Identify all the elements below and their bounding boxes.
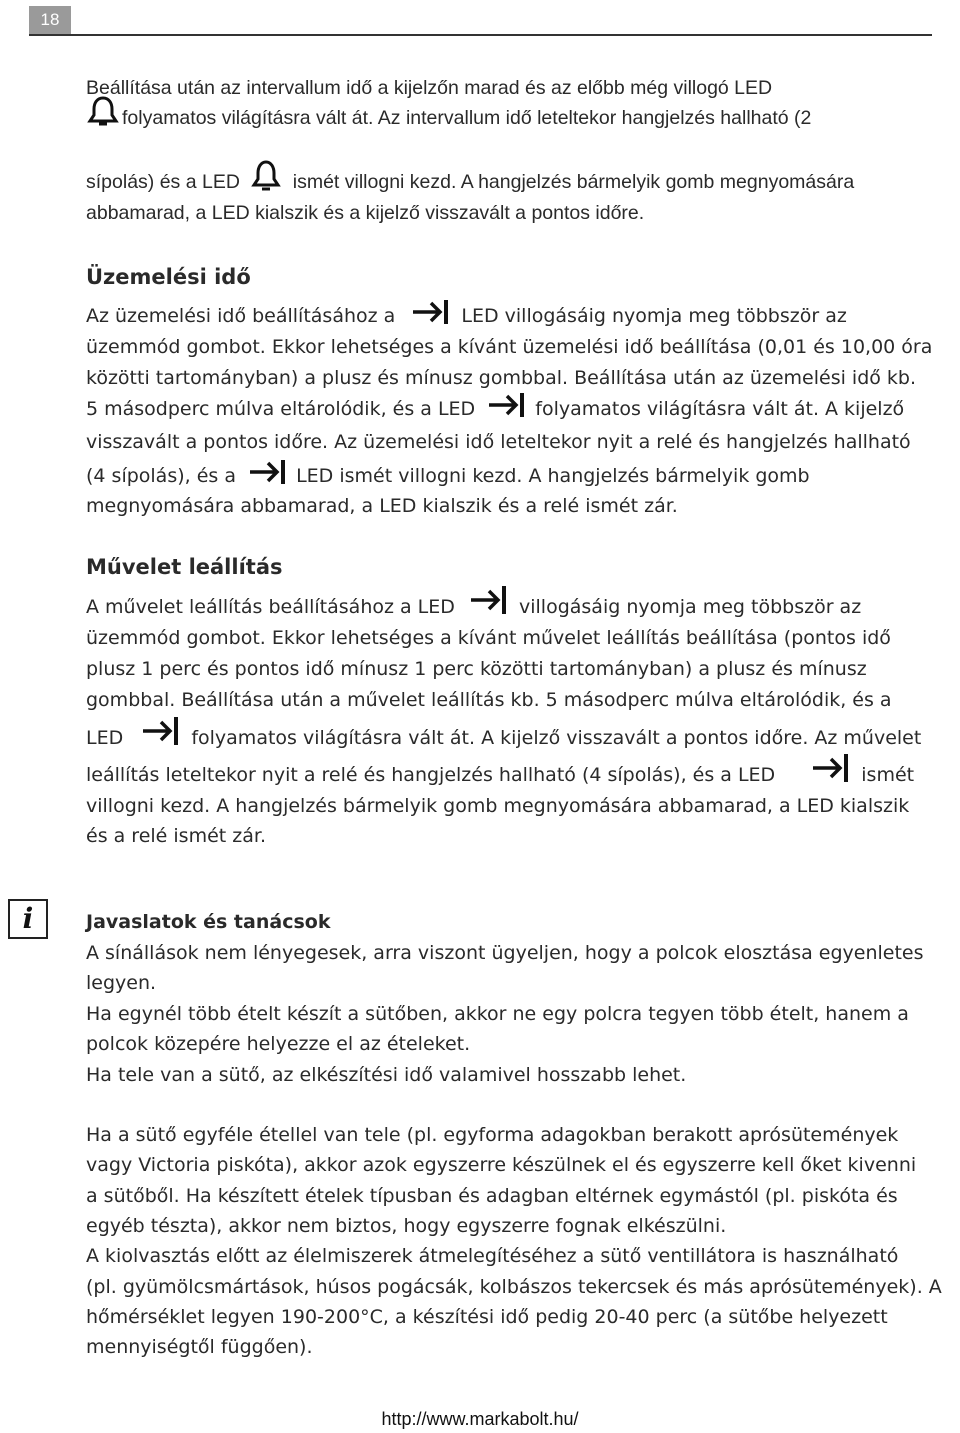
info-icon — [8, 899, 48, 939]
muvelet-line-6b: ismét — [861, 764, 915, 786]
uzemelesi-line-6b: LED ismét villogni kezd. A hangjelzés bármelyik gomb — [296, 465, 810, 487]
muvelet-line-5a: LED — [86, 727, 124, 749]
footer-url[interactable]: http://www.markabolt.hu/ — [381, 1409, 579, 1429]
intro-line-1: Beállítása után az intervallum idő a kijelzőn marad és az előbb még villogó LED — [86, 77, 773, 99]
muvelet-line-1 — [86, 595, 861, 619]
muvelet-line-3: plusz 1 perc és pontos idő mínusz 1 perc közötti tartományban) a plusz és mínusz — [86, 658, 867, 680]
uzemelesi-line-2: üzemmód gombot. Ekkor lehetséges a kívánt üzemelési idő beállítása (0,01 és 10,00 óra — [86, 336, 933, 358]
uzemelesi-line-6a: (4 sípolás), és a — [86, 465, 236, 487]
section-title-uzemelesi: Üzemelési idő — [86, 265, 251, 289]
uzemelesi-line-5: visszavált a pontos időre. Az üzemelési idő leteltekor nyit a relé és hangjelzés hallható — [86, 431, 911, 453]
arrow-to-bar-icon — [141, 715, 181, 747]
intro-line-2 — [86, 106, 811, 130]
muvelet-line-6 — [86, 763, 914, 787]
muvelet-line-1b: villogásáig nyomja meg többször az — [519, 596, 862, 618]
tips-line: (pl. gyümölcsmártások, húsos pogácsák, kolbászos tekercsek és más aprósütemények). A — [86, 1276, 942, 1298]
arrow-to-bar-icon — [248, 458, 288, 486]
tips-line: egyéb tészta), akkor nem biztos, hogy egyszerre fognak elkészülni. — [86, 1215, 727, 1237]
muvelet-line-4: gombbal. Beállítása után a művelet leállítás kb. 5 másodperc múlva eltárolódik, és a — [86, 689, 892, 711]
intro-line-3b: ismét villogni kezd. A hangjelzés bármelyik gomb megnyomására — [292, 171, 855, 193]
tips-line: A kiolvasztás előtt az élelmiszerek átmelegítéséhez a sütő ventillátora is használható — [86, 1245, 899, 1267]
arrow-to-bar-icon — [469, 584, 509, 616]
muvelet-line-2: üzemmód gombot. Ekkor lehetséges a kívánt művelet leállítás beállítása (pontos idő — [86, 627, 891, 649]
tips-line: vagy Victoria piskóta), akkor azok egyszerre készülnek el és egyszerre kell őket kivenni — [86, 1154, 917, 1176]
info-icon-letter: i — [22, 902, 34, 935]
tips-line: Ha a sütő egyféle étellel van tele (pl. egyforma adagokban berakott aprósütemények — [86, 1124, 899, 1146]
intro-line-3a: sípolás) és a LED — [86, 171, 240, 193]
tips-title: Javaslatok és tanácsok — [86, 911, 331, 933]
muvelet-line-8: és a relé ismét zár. — [86, 825, 266, 847]
arrow-to-bar-icon — [487, 391, 527, 419]
tips-line: mennyiségtől függően). — [86, 1336, 313, 1358]
muvelet-line-1a: A művelet leállítás beállításához a LED — [86, 596, 455, 618]
tips-line: hőmérséklet legyen 190-200°C, a készítési idő pedig 20-40 perc (a sütőbe helyezett — [86, 1306, 888, 1328]
tips-line: legyen. — [86, 972, 157, 994]
muvelet-line-6a: leállítás leteltekor nyit a relé és hangjelzés hallható (4 sípolás), és a LED — [86, 764, 776, 786]
tips-line: Ha egynél több ételt készít a sütőben, akkor ne egy polcra tegyen több ételt, hanem a — [86, 1003, 909, 1025]
uzemelesi-line-1b: LED villogásáig nyomja meg többször az — [461, 305, 847, 327]
tips-line: A sínállások nem lényegesek, arra viszont ügyeljen, hogy a polcok elosztása egyenletes — [86, 942, 924, 964]
uzemelesi-line-4b: folyamatos világításra vált át. A kijelző — [535, 398, 905, 420]
tips-line: a sütőből. Ha készített ételek típusban és adagban eltérnek egymástól (pl. piskóta és — [86, 1185, 898, 1207]
uzemelesi-line-6 — [86, 464, 810, 488]
muvelet-line-5b: folyamatos világításra vált át. A kijelző visszavált a pontos időre. Az művelet — [191, 727, 922, 749]
tips-line: Ha tele van a sütő, az elkészítési idő valamivel hosszabb lehet. — [86, 1064, 687, 1086]
uzemelesi-line-4a: 5 másodperc múlva eltárolódik, és a LED — [86, 398, 476, 420]
uzemelesi-line-1 — [86, 304, 847, 328]
bell-icon — [251, 160, 281, 194]
tips-line: polcok közepére helyezze el az ételeket. — [86, 1033, 471, 1055]
bell-icon — [86, 95, 120, 129]
arrow-to-bar-icon — [811, 752, 851, 784]
muvelet-line-5 — [86, 726, 921, 750]
uzemelesi-line-7: megnyomására abbamarad, a LED kialszik és a relé ismét zár. — [86, 495, 678, 517]
intro-line-2-text: folyamatos világításra vált át. Az intervallum idő leteltekor hangjelzés hallható (2 — [122, 107, 812, 129]
arrow-to-bar-icon — [411, 298, 451, 326]
intro-line-3 — [86, 170, 854, 194]
header-rule — [29, 34, 932, 36]
uzemelesi-line-1a: Az üzemelési idő beállításához a — [86, 305, 396, 327]
uzemelesi-line-4 — [86, 397, 904, 421]
page-number: 18 — [29, 6, 71, 34]
muvelet-line-7: villogni kezd. A hangjelzés bármelyik gomb megnyomására abbamarad, a LED kialszik — [86, 795, 910, 817]
uzemelesi-line-3: közötti tartományban) a plusz és mínusz gombbal. Beállítása után az üzemelési idő kb. — [86, 367, 917, 389]
section-title-muvelet: Művelet leállítás — [86, 555, 283, 579]
intro-line-4: abbamarad, a LED kialszik és a kijelző visszavált a pontos időre. — [86, 202, 645, 224]
